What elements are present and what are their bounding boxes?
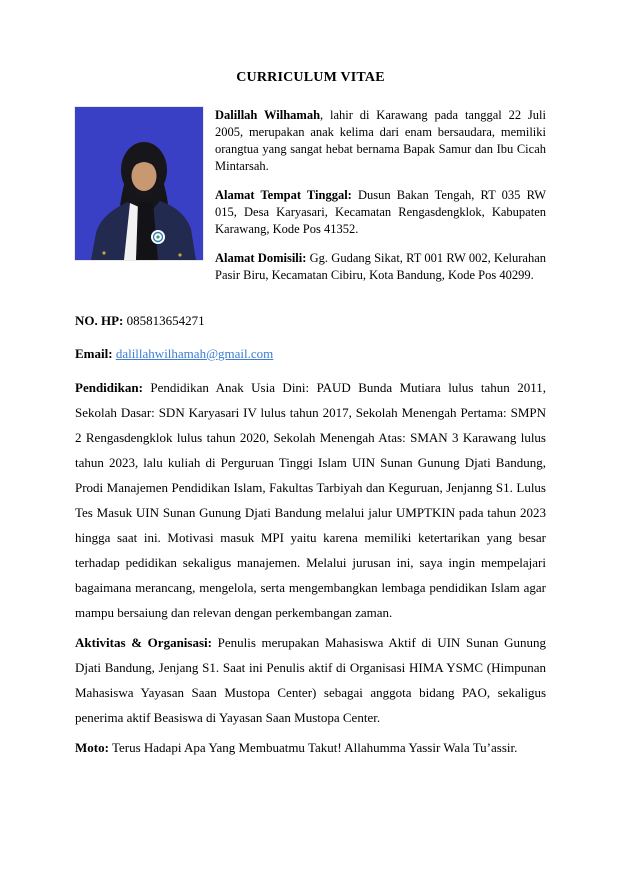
intro-paragraph: Dalillah Wilhamah, lahir di Karawang pada tanggal 22 Juli 2005, merupakan anak kelima dari enam bersaudara, memiliki orangtua yang sangat hebat bernama Bapak Samur dan Ibu Cicah Mintarsah.	[215, 108, 546, 173]
moto-paragraph: Moto: Terus Hadapi Apa Yang Membuatmu Takut! Allahumma Yassir Wala Tu’assir.	[75, 740, 518, 755]
email-line: Email: dalillahwilhamah@gmail.com	[75, 346, 274, 361]
alamat-domisili-paragraph: Alamat Domisili: Gg. Gudang Sikat, RT 001 RW 002, Kelurahan Pasir Biru, Kecamatan Cibiru, Kota Bandung, Kode Pos 40299.	[215, 251, 546, 282]
applicant-name: Dalillah Wilhamah	[215, 108, 321, 122]
profile-section	[75, 107, 546, 284]
phone-line: NO. HP: 085813654271	[75, 313, 205, 328]
alamat-tempat-tinggal-paragraph: Alamat Tempat Tinggal: Dusun Bakan Tengah, RT 035 RW 015, Desa Karyasari, Kecamatan Rengasdengklok, Kabupaten Karawang, Kode Pos 41352.	[215, 188, 547, 236]
portrait-illustration	[75, 107, 203, 260]
pendidikan-paragraph: Pendidikan: Pendidikan Anak Usia Dini: PAUD Bunda Mutiara lulus tahun 2011, Sekolah Dasar: SDN Karyasari IV lulus tahun 2017, Sekolah Menengah Pertama: SMPN 2 Rengasdengklok lulus tahun 2020, Sekolah Menengah Atas: SMAN 3 Karawang lulus tahun 2023, lalu kuliah di Perguruan Tinggi Islam UIN Sunan Gunung Djati Bandung, Prodi Manajemen Pendidikan Islam, Fakultas Tarbiyah dan Keguruan, Jenjanng S1. Lulus Tes Masuk UIN Sunan Gunung Djati Bandung melalui jalur UMPTKIN pada tahun 2023 hingga saat ini. Motivasi masuk MPI yaitu karena memiliki ketertarikan yang besar terhadap pedidikan sekaligus manajemen. Melalui jurusan ini, saya ingin mempelajari bagaimana merancang, mengelola, serta mengembangkan lembaga pendidikan Islam agar mampu bersaiung dan relevan dengan perkembangan zaman.	[75, 380, 546, 620]
email-link[interactable]: dalillahwilhamah@gmail.com	[115, 346, 274, 361]
aktivitas-paragraph: Aktivitas & Organisasi: Penulis merupakan Mahasiswa Aktif di UIN Sunan Gunung Djati Bandung, Jenjang S1. Saat ini Penulis aktif di Organisasi HIMA YSMC (Himpunan Mahasiswa Yayasan Saan Mustopa Center) sebagai anggota bidang PAO, sekaligus penerima aktif Beasiswa di Yayasan Saan Mustopa Center.	[75, 635, 547, 725]
page-title: CURRICULUM VITAE	[236, 70, 385, 85]
applicant-photo	[75, 107, 203, 260]
profile-paragraphs	[215, 107, 546, 284]
phone-number: 085813654271	[126, 313, 205, 328]
